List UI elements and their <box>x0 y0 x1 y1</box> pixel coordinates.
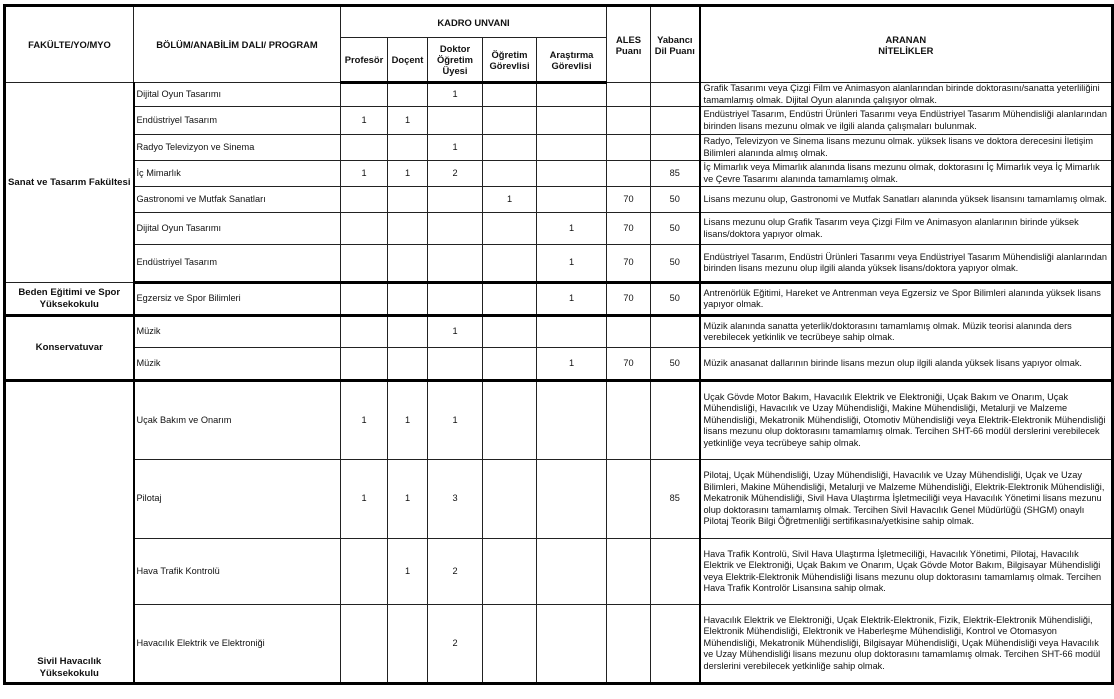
dil-cell: 85 <box>651 460 700 539</box>
ogr-cell <box>483 605 537 684</box>
docent-cell: 1 <box>388 107 428 135</box>
ogr-cell <box>483 316 537 348</box>
table-row <box>5 460 1113 539</box>
requirements-cell: Hava Trafik Kontrolü, Sivil Hava Ulaştırma İşletmeciliği, Havacılık Yönetimi, Pilotaj, Havacılık Elektrik ve Elektroniği, Uçak Bakım ve Onarım, Uçak Gövde Motor Bakım, Bilgisayar Mühendisliği veya Elektrik-Elektronik Mühendisliği lisans mezunu olup doktorasını tamamlamış olmak. Tercihen Hava Trafik Kontrolör Lisansına sahip olmak. <box>700 539 1113 605</box>
dil-cell <box>651 605 700 684</box>
requirements-cell: Endüstriyel Tasarım, Endüstri Ürünleri Tasarımı veya Endüstriyel Tasarım Mühendisliği alanlarından birinden lisans mezunu olmak ve ilgili alanda çalışmaları bulunmak. <box>700 107 1113 135</box>
table-row <box>5 187 1113 213</box>
profesor-cell <box>341 539 388 605</box>
dr-cell <box>428 245 483 283</box>
dil-cell: 50 <box>651 283 700 316</box>
program-cell: Egzersiz ve Spor Bilimleri <box>134 283 341 316</box>
ars-cell <box>537 381 607 460</box>
ogr-cell <box>483 161 537 187</box>
dil-cell: 50 <box>651 245 700 283</box>
ales-cell: 70 <box>607 187 651 213</box>
ogr-cell <box>483 107 537 135</box>
dr-cell: 2 <box>428 539 483 605</box>
profesor-cell <box>341 245 388 283</box>
docent-cell <box>388 187 428 213</box>
ales-cell <box>607 135 651 161</box>
table-row <box>5 348 1113 381</box>
ars-cell <box>537 161 607 187</box>
dr-cell: 1 <box>428 381 483 460</box>
ars-cell: 1 <box>537 283 607 316</box>
header-program: BÖLÜM/ANABİLİM DALI/ PROGRAM <box>134 6 341 83</box>
ars-cell <box>537 83 607 107</box>
dil-cell <box>651 316 700 348</box>
ars-cell: 1 <box>537 245 607 283</box>
dil-cell <box>651 539 700 605</box>
ars-cell <box>537 107 607 135</box>
program-cell: Müzik <box>134 348 341 381</box>
header-yabanci-dil: Yabancı Dil Puanı <box>651 6 700 83</box>
ogr-cell <box>483 83 537 107</box>
dil-cell: 50 <box>651 348 700 381</box>
faculty-cell: Sivil Havacılık Yüksekokulu <box>5 381 134 684</box>
dil-cell <box>651 107 700 135</box>
profesor-cell <box>341 213 388 245</box>
profesor-cell: 1 <box>341 460 388 539</box>
program-cell: Dijital Oyun Tasarımı <box>134 83 341 107</box>
header-kadro-unvani: KADRO UNVANI <box>341 6 607 38</box>
docent-cell <box>388 213 428 245</box>
program-cell: Pilotaj <box>134 460 341 539</box>
profesor-cell: 1 <box>341 107 388 135</box>
ales-cell <box>607 460 651 539</box>
dr-cell: 2 <box>428 605 483 684</box>
profesor-cell <box>341 316 388 348</box>
requirements-cell: Müzik alanında sanatta yeterlik/doktorasını tamamlamış olmak. Müzik teorisi alanında ders verebilecek yetkinlik ve tecrübeye sahip olmak. <box>700 316 1113 348</box>
profesor-cell <box>341 135 388 161</box>
ales-cell: 70 <box>607 213 651 245</box>
ales-cell <box>607 316 651 348</box>
ales-cell: 70 <box>607 283 651 316</box>
program-cell: Endüstriyel Tasarım <box>134 107 341 135</box>
ales-cell <box>607 381 651 460</box>
positions-table <box>3 4 1114 685</box>
requirements-cell: Pilotaj, Uçak Mühendisliği, Uzay Mühendisliği, Havacılık ve Uzay Mühendisliği, Uçak ve Uzay Bilimleri, Makine Mühendisliği, Metalurji ve Malzeme Mühendisliği, Elektrik-Elektronik Mühendisliği, Mekatronik Mühendisliği, Sivil Hava Ulaştırma İşletmeciliği veya Havacılık Yönetimi lisans mezunu olup doktorasını tamamlamış olmak. Tercihen Sivil Havacılık Genel Müdürlüğü (SHGM) onaylı Pilotaj Teorik Bilgi Öğretmenliği sertifikasına/yetkisine sahip olmak. <box>700 460 1113 539</box>
ogr-cell <box>483 283 537 316</box>
header-docent: Doçent <box>388 38 428 83</box>
header-dr-ogr-uyesi: Doktor Öğretim Üyesi <box>428 38 483 83</box>
ogr-cell <box>483 460 537 539</box>
ales-cell: 70 <box>607 348 651 381</box>
header-faculty: FAKÜLTE/YO/MYO <box>5 6 134 83</box>
ogr-cell <box>483 381 537 460</box>
dil-cell <box>651 381 700 460</box>
table-row <box>5 107 1113 135</box>
docent-cell: 1 <box>388 381 428 460</box>
header-profesor: Profesör <box>341 38 388 83</box>
ales-cell: 70 <box>607 245 651 283</box>
ars-cell <box>537 460 607 539</box>
faculty-cell: Sanat ve Tasarım Fakültesi <box>5 83 134 283</box>
dil-cell <box>651 135 700 161</box>
ales-cell <box>607 107 651 135</box>
dr-cell: 1 <box>428 316 483 348</box>
header-aranan-line2: NİTELİKLER <box>878 44 934 56</box>
profesor-cell: 1 <box>341 161 388 187</box>
program-cell: Havacılık Elektrik ve Elektroniği <box>134 605 341 684</box>
header-aranan-line1: ARANAN <box>885 33 927 45</box>
docent-cell: 1 <box>388 539 428 605</box>
program-cell: Müzik <box>134 316 341 348</box>
ars-cell <box>537 539 607 605</box>
requirements-cell: Grafik Tasarımı veya Çizgi Film ve Animasyon alanlarından birinde doktorasını/sanatta yeterliliğini tamamlamış olmak. Dijital Oyun alanında çalışıyor olmak. <box>700 83 1113 107</box>
profesor-cell <box>341 283 388 316</box>
requirements-cell: İç Mimarlık veya Mimarlık alanında lisans mezunu olmak, doktorasını İç Mimarlık veya İç Mimarlık ve Çevre Tasarımı alanında tamamlamış olmak. <box>700 161 1113 187</box>
requirements-cell: Endüstriyel Tasarım, Endüstri Ürünleri Tasarımı veya Endüstriyel Tasarım Mühendisliği alanlarından birinden lisans mezunu olup ilgili alanda yüksek lisans/doktora yapıyor olmak. <box>700 245 1113 283</box>
requirements-cell: Lisans mezunu olup Grafik Tasarım veya Çizgi Film ve Animasyon alanlarının birinde yüksek lisans/doktora yapıyor olmak. <box>700 213 1113 245</box>
dil-cell: 85 <box>651 161 700 187</box>
docent-cell <box>388 245 428 283</box>
table-row <box>5 381 1113 460</box>
profesor-cell <box>341 83 388 107</box>
profesor-cell <box>341 605 388 684</box>
docent-cell <box>388 316 428 348</box>
ogr-cell <box>483 539 537 605</box>
dr-cell <box>428 107 483 135</box>
header-ogr-gorevlisi: Öğretim Görevlisi <box>483 38 537 83</box>
requirements-cell: Antrenörlük Eğitimi, Hareket ve Antrenman veya Egzersiz ve Spor Bilimleri alanında yüksek lisans yapıyor olmak. <box>700 283 1113 316</box>
docent-cell <box>388 605 428 684</box>
dr-cell: 3 <box>428 460 483 539</box>
ars-cell <box>537 316 607 348</box>
requirements-cell: Havacılık Elektrik ve Elektroniği, Uçak Elektrik-Elektronik, Fizik, Elektrik-Elektronik Mühendisliği, Elektronik Mühendisliği, Elektronik ve Haberleşme Mühendisliği, Kontrol ve Otomasyon Mühendisliği, Mekatronik Mühendisliği, Bilgisayar Mühendisliği, Uçak Mühendisliği veya Havacılık ve Uzay Mühendisliği lisans mezunu olup doktorasını tamamlamış olmak. Tercihen SHT-66 modül derslerini verebilecek yetkinliğe sahip olmak. <box>700 605 1113 684</box>
program-cell: Dijital Oyun Tasarımı <box>134 213 341 245</box>
requirements-cell: Müzik anasanat dallarının birinde lisans mezun olup ilgili alanda yüksek lisans yapıyor olmak. <box>700 348 1113 381</box>
requirements-cell: Lisans mezunu olup, Gastronomi ve Mutfak Sanatları alanında yüksek lisansını tamamlamış olmak. <box>700 187 1113 213</box>
table-row <box>5 605 1113 684</box>
ogr-cell: 1 <box>483 187 537 213</box>
program-cell: Hava Trafik Kontrolü <box>134 539 341 605</box>
docent-cell: 1 <box>388 161 428 187</box>
dr-cell: 2 <box>428 161 483 187</box>
dil-cell <box>651 83 700 107</box>
table-row <box>5 283 1113 316</box>
docent-cell <box>388 83 428 107</box>
requirements-cell: Uçak Gövde Motor Bakım, Havacılık Elektrik ve Elektroniği, Uçak Bakım ve Onarım, Uçak Mühendisliği, Havacılık ve Uzay Mühendisliği, Makine Mühendisliği, Metalurji ve Malzeme Mühendisliği, Mekatronik Mühendisliği, Otomotiv Mühendisliği veya Elektrik-Elektronik Mühendisliği lisans mezunu olup doktorasını tamamlamış olmak. Tercihen SHT-66 modül derslerini verebilecek yetkinliğe veya tecrübeye sahip olmak. <box>700 381 1113 460</box>
dr-cell <box>428 187 483 213</box>
ales-cell <box>607 161 651 187</box>
dil-cell: 50 <box>651 187 700 213</box>
requirements-cell: Radyo, Televizyon ve Sinema lisans mezunu olmak. yüksek lisans ve doktora derecesini İletişim Bilimleri alanında almış olmak. <box>700 135 1113 161</box>
ales-cell <box>607 539 651 605</box>
ales-cell <box>607 83 651 107</box>
header-aranan-nitelikler <box>700 6 1113 83</box>
ogr-cell <box>483 135 537 161</box>
ogr-cell <box>483 348 537 381</box>
profesor-cell: 1 <box>341 381 388 460</box>
docent-cell: 1 <box>388 460 428 539</box>
ars-cell <box>537 605 607 684</box>
dr-cell: 1 <box>428 135 483 161</box>
ars-cell <box>537 135 607 161</box>
ars-cell: 1 <box>537 213 607 245</box>
faculty-cell: Konservatuvar <box>5 316 134 381</box>
faculty-cell: Beden Eğitimi ve Spor Yüksekokulu <box>5 283 134 316</box>
program-cell: İç Mimarlık <box>134 161 341 187</box>
ales-cell <box>607 605 651 684</box>
dr-cell <box>428 348 483 381</box>
table-row <box>5 213 1113 245</box>
docent-cell <box>388 135 428 161</box>
table-row <box>5 539 1113 605</box>
table-row <box>5 245 1113 283</box>
table-row <box>5 316 1113 348</box>
dr-cell <box>428 283 483 316</box>
program-cell: Radyo Televizyon ve Sinema <box>134 135 341 161</box>
ars-cell: 1 <box>537 348 607 381</box>
profesor-cell <box>341 348 388 381</box>
ogr-cell <box>483 213 537 245</box>
program-cell: Gastronomi ve Mutfak Sanatları <box>134 187 341 213</box>
program-cell: Uçak Bakım ve Onarım <box>134 381 341 460</box>
table-row <box>5 135 1113 161</box>
program-cell: Endüstriyel Tasarım <box>134 245 341 283</box>
ogr-cell <box>483 245 537 283</box>
table-row <box>5 161 1113 187</box>
table-row <box>5 83 1113 107</box>
ars-cell <box>537 187 607 213</box>
dr-cell <box>428 213 483 245</box>
profesor-cell <box>341 187 388 213</box>
docent-cell <box>388 283 428 316</box>
dr-cell: 1 <box>428 83 483 107</box>
header-ars-gorevlisi: Araştırma Görevlisi <box>537 38 607 83</box>
dil-cell: 50 <box>651 213 700 245</box>
header-ales: ALES Puanı <box>607 6 651 83</box>
docent-cell <box>388 348 428 381</box>
